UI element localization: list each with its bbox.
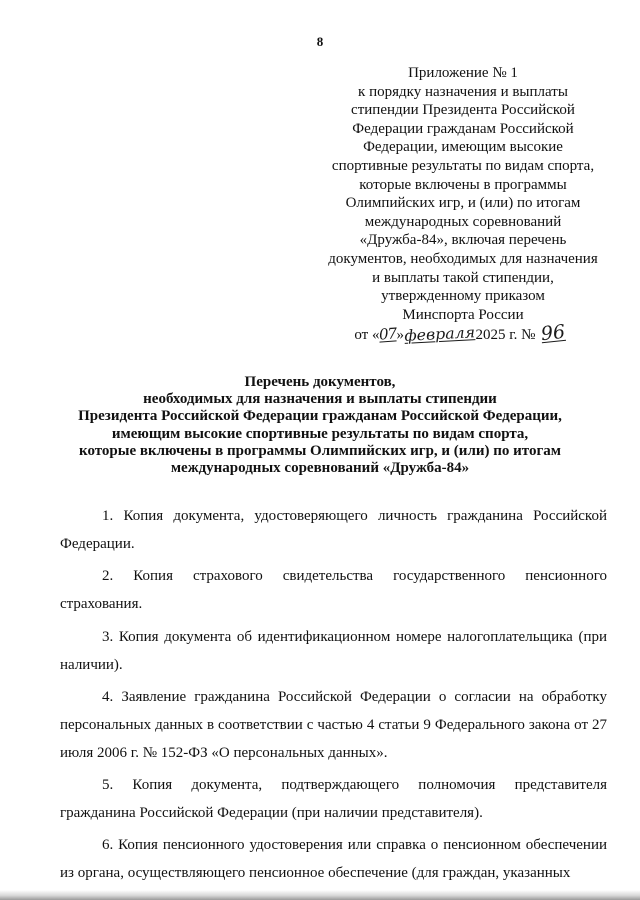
scan-bottom-edge <box>0 890 640 900</box>
title-line: Перечень документов, <box>244 374 396 390</box>
title-line: имеющим высокие спортивные результаты по видам спорта, <box>111 425 529 442</box>
page-number: 8 <box>316 34 324 49</box>
title-line: международных соревнований «Дружба-84» <box>170 460 470 477</box>
appendix-line: Минспорта России <box>402 306 524 323</box>
list-item: 1. Копия документа, удостоверяющего личность гражданина Российской Федерации. <box>60 508 607 552</box>
order-date-prefix: от « <box>354 327 380 344</box>
appendix-header <box>318 64 608 345</box>
document-title <box>40 374 600 477</box>
appendix-line: международных соревнований <box>364 213 562 230</box>
appendix-line: утвержденному приказом <box>381 288 545 305</box>
appendix-line: стипендии Президента Российской <box>351 102 575 119</box>
list-item: 2. Копия страхового свидетельства государственного пенсионного страхования. <box>60 568 607 613</box>
quote-close: » <box>396 327 405 344</box>
appendix-line: к порядку назначения и выплаты <box>358 83 568 100</box>
appendix-line: и выплаты такой стипендии, <box>372 269 554 286</box>
appendix-line: документов, необходимых для назначения <box>328 250 598 267</box>
handwritten-order-number: 96 <box>540 321 567 346</box>
list-item: 3. Копия документа об идентификационном номере налогоплательщика (при наличии). <box>60 628 607 673</box>
appendix-line: Федерации гражданам Российской <box>352 120 574 137</box>
handwritten-month: февраля <box>403 323 476 346</box>
title-line: необходимых для назначения и выплаты стипендии <box>143 391 497 408</box>
title-line: Президента Российской Федерации гражданам Российской Федерации, <box>78 408 562 425</box>
order-date-line <box>318 321 608 346</box>
handwritten-day: 07 <box>378 324 398 344</box>
appendix-line: спортивные результаты по видам спорта, <box>331 157 595 174</box>
order-year-number-label: 2025 г. № <box>475 327 536 344</box>
appendix-line: «Дружба-84», включая перечень <box>359 232 567 249</box>
list-item: 5. Копия документа, подтверждающего полномочия представителя гражданина Российской Федерации (при наличии представителя). <box>60 777 607 822</box>
title-line: которые включены в программы Олимпийских игр, и (или) по итогам <box>79 442 561 459</box>
appendix-line: Олимпийских игр, и (или) по итогам <box>345 195 581 212</box>
appendix-line: Федерации, имеющим высокие <box>363 139 563 156</box>
document-list <box>60 502 607 892</box>
appendix-line: Приложение № 1 <box>408 65 518 81</box>
list-item: 6. Копия пенсионного удостоверения или справка о пенсионном обеспечении из органа, осуществляющего пенсионное обеспечение (для граждан, указанных <box>60 837 607 882</box>
appendix-line: которые включены в программы <box>359 176 567 193</box>
list-item: 4. Заявление гражданина Российской Федерации о согласии на обработку персональных данных в соответствии с частью 4 статьи 9 Федерального закона от 27 июля 2006 г. № 152-ФЗ «О персональных данных». <box>60 688 607 761</box>
